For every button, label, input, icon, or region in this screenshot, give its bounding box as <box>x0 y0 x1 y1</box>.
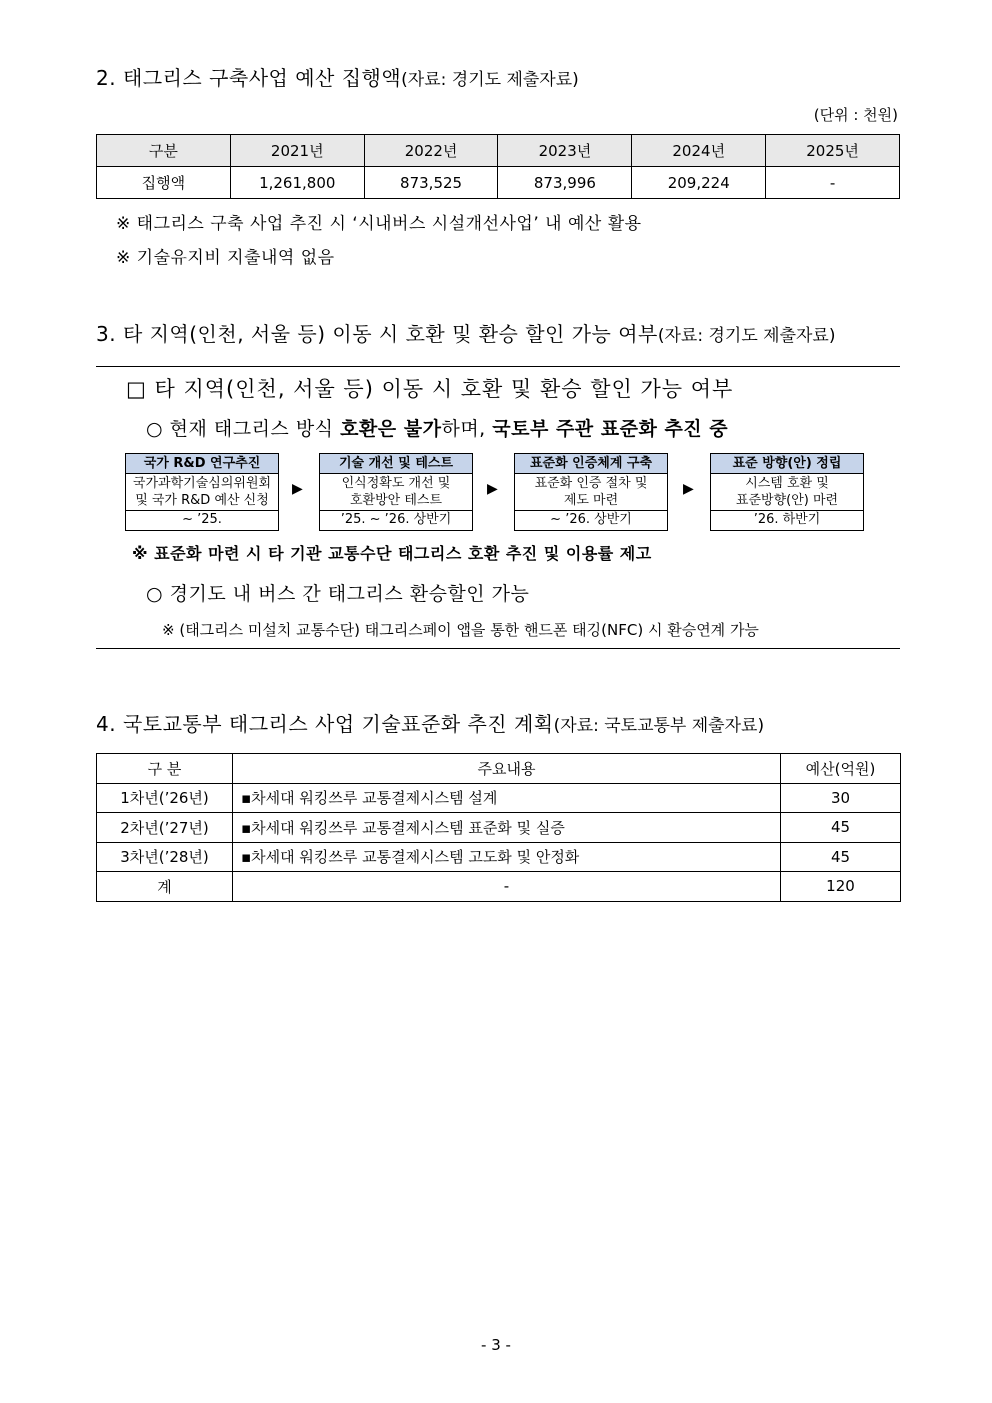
table-cell: 873,525 <box>364 167 498 199</box>
step-period: ’25. ~ ’26. 상반기 <box>340 512 452 527</box>
step-title: 표준화 인증체계 구축 <box>515 454 667 474</box>
step-desc: 표준화 인증 절차 및 <box>534 476 648 491</box>
status-standardization: 국토부 주관 표준화 추진 중 <box>492 418 729 440</box>
status-mid: 하며, <box>441 418 493 440</box>
process-step-1 <box>125 453 279 531</box>
table-header-row <box>97 754 901 784</box>
plan-table <box>96 753 901 902</box>
header-cell: 2022년 <box>364 135 498 167</box>
header-cell: 예산(억원) <box>781 754 901 784</box>
table-cell: 계 <box>97 872 233 902</box>
compatibility-panel <box>96 366 900 649</box>
table-cell: 30 <box>781 783 901 813</box>
table-cell: ▪차세대 워킹쓰루 교통결제시스템 설계 <box>233 783 781 813</box>
table-row <box>97 167 900 199</box>
panel-reference-note: ※ 표준화 마련 시 타 기관 교통수단 태그리스 호환 추진 및 이용률 제고 <box>132 544 652 563</box>
step-body <box>515 474 667 511</box>
unit-label: (단위 : 천원) <box>813 106 898 124</box>
step-desc: 및 국가 R&D 예산 신청 <box>135 493 269 508</box>
step-title: 표준 방향(안) 정립 <box>711 454 863 474</box>
header-cell: 주요내용 <box>233 754 781 784</box>
panel-status-line <box>146 414 728 441</box>
table-row <box>97 842 901 872</box>
table-cell: 1,261,800 <box>230 167 364 199</box>
table-row <box>97 783 901 813</box>
process-step-3 <box>514 453 668 531</box>
step-desc: 인식정확도 개선 및 <box>341 476 451 491</box>
process-step-2 <box>319 453 473 531</box>
status-prefix: ○ 현재 태그리스 방식 <box>146 418 341 440</box>
section-2-source: (자료: 경기도 제출자료) <box>401 70 579 90</box>
status-incompatible: 호환은 불가 <box>340 418 442 440</box>
table-cell: 120 <box>781 872 901 902</box>
section-2-heading <box>96 62 579 91</box>
section-4-heading <box>96 708 764 737</box>
table-cell: - <box>766 167 900 199</box>
step-title: 기술 개선 및 테스트 <box>320 454 472 474</box>
header-cell: 구 분 <box>97 754 233 784</box>
header-cell: 2024년 <box>632 135 766 167</box>
header-cell: 2023년 <box>498 135 632 167</box>
table-cell: 45 <box>781 842 901 872</box>
panel-transfer-line: ○ 경기도 내 버스 간 태그리스 환승할인 가능 <box>146 583 530 605</box>
section-3-source: (자료: 경기도 제출자료) <box>657 326 836 346</box>
table-total-row <box>97 872 901 902</box>
table-cell: ▪차세대 워킹쓰루 교통결제시스템 표준화 및 실증 <box>233 813 781 843</box>
table-cell: ▪차세대 워킹쓰루 교통결제시스템 고도화 및 안정화 <box>233 842 781 872</box>
step-desc: 제도 마련 <box>563 493 619 508</box>
table-cell: 45 <box>781 813 901 843</box>
header-cell: 구분 <box>97 135 231 167</box>
arrow-right-icon: ▶ <box>683 481 694 497</box>
table-cell: 집행액 <box>97 167 231 199</box>
section-4-title: 4. 국토교통부 태그리스 사업 기술표준화 추진 계획 <box>96 712 554 736</box>
step-desc: 호환방안 테스트 <box>349 493 443 508</box>
section-2-title: 2. 태그리스 구축사업 예산 집행액 <box>96 66 402 90</box>
note-budget-source: ※ 태그리스 구축 사업 추진 시 ‘시내버스 시설개선사업’ 내 예산 활용 <box>116 214 642 234</box>
step-period: ~ ’26. 상반기 <box>550 512 632 527</box>
header-cell: 2021년 <box>230 135 364 167</box>
arrow-right-icon: ▶ <box>487 481 498 497</box>
step-desc: 시스템 호환 및 <box>745 476 829 491</box>
section-3-heading <box>96 318 835 347</box>
header-cell: 2025년 <box>766 135 900 167</box>
step-desc: 국가과학기술심의위원회 <box>132 476 272 491</box>
step-desc: 표준방향(안) 마련 <box>735 493 839 508</box>
table-cell: 2차년(’27년) <box>97 813 233 843</box>
step-period: ’26. 하반기 <box>753 512 821 527</box>
table-cell: 1차년(’26년) <box>97 783 233 813</box>
budget-table <box>96 134 900 199</box>
step-period: ~ ’25. <box>182 512 222 527</box>
table-cell: - <box>233 872 781 902</box>
step-body <box>711 474 863 511</box>
step-body <box>126 474 278 511</box>
process-step-4 <box>710 453 864 531</box>
section-4-source: (자료: 국토교통부 제출자료) <box>553 716 765 736</box>
table-cell: 209,224 <box>632 167 766 199</box>
page-number: - 3 - <box>481 1336 511 1354</box>
table-cell: 3차년(’28년) <box>97 842 233 872</box>
step-title: 국가 R&D 연구추진 <box>126 454 278 474</box>
note-maintenance: ※ 기술유지비 지출내역 없음 <box>116 248 335 268</box>
table-header-row <box>97 135 900 167</box>
panel-title: □ 타 지역(인천, 서울 등) 이동 시 호환 및 환승 할인 가능 여부 <box>126 377 734 401</box>
table-row <box>97 813 901 843</box>
step-body <box>320 474 472 511</box>
table-cell: 873,996 <box>498 167 632 199</box>
panel-footnote: ※ (태그리스 미설치 교통수단) 태그리스페이 앱을 통한 핸드폰 태깅(NFC) 시 환승연계 가능 <box>162 621 759 639</box>
section-3-title: 3. 타 지역(인천, 서울 등) 이동 시 호환 및 환승 할인 가능 여부 <box>96 322 658 346</box>
arrow-right-icon: ▶ <box>292 481 303 497</box>
